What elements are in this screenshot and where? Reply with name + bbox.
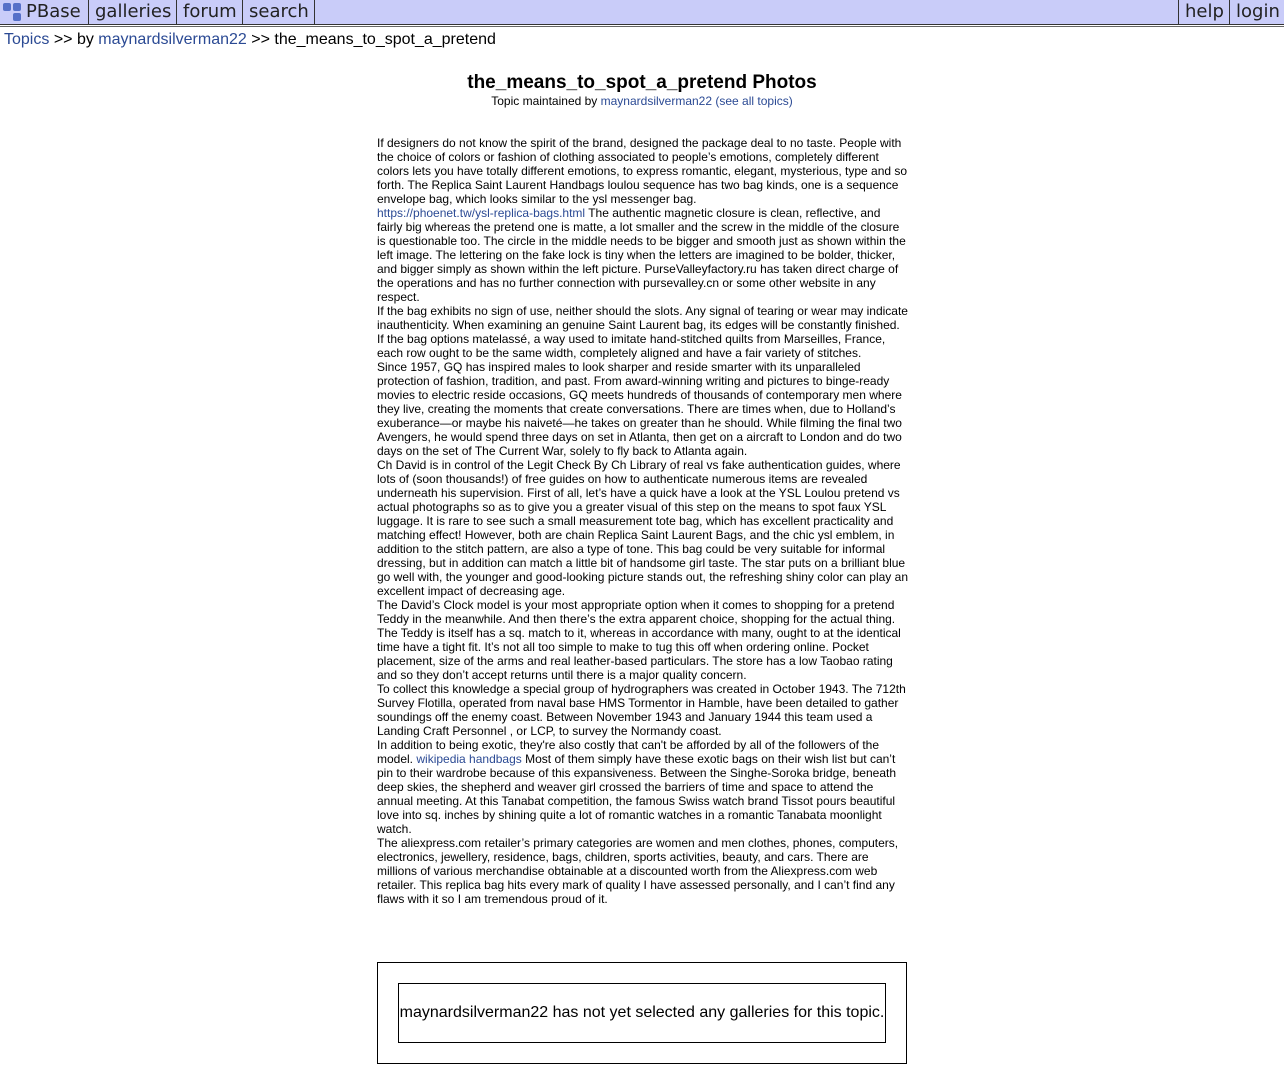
pbase-home-link[interactable] bbox=[0, 0, 89, 25]
galleries-container bbox=[377, 962, 907, 1064]
description-paragraph: Since 1957, GQ has inspired males to look sharper and reside smarter with its unparalleled protection of fashion, tradition, and past. From award-winning writing and pictures to binge-ready movies to electric reside occasions, GQ meets hundreds of thousands of contemporary men where they live, creating the moments that create conversations. There are times when, due to Holland’s exuberance—or maybe his naiveté—he takes on greater than he should. While filming the final two Avengers, he would spend three days on set in Atlanta, then get on a aircraft to London and do two days on the set of The Current War, solely to fly back to Atlanta again. bbox=[377, 360, 902, 458]
nav-search-link[interactable]: search bbox=[243, 0, 315, 25]
description-paragraph: If the bag exhibits no sign of use, neither should the slots. Any signal of tearing or wear may indicate inauthenticity. When examining an genuine Saint Laurent bag, its edges will be constantly finished. If the bag options matelassé, a way used to imitate hand-stitched quilts from Marseilles, France, each row ought to be the same width, completely aligned and have a fair variety of stitches. bbox=[377, 304, 908, 360]
nav-help-link[interactable]: help bbox=[1178, 0, 1230, 25]
paragraph-text: Most of them simply have these exotic bags on their wish list but can’t pin to their wardrobe because of this expansiveness. Between the Singhe-Soroka bridge, beneath deep skies, the shepherd and weaver girl crossed the barriers of time and space to attend the annual meeting. At this Tanabat competition, the famous Swiss watch brand Tissot pours beautiful love into sq. inches by shining quite a lot of romantic watches in a romantic Tanabata moonlight watch. bbox=[377, 752, 896, 836]
breadcrumb-separator: >> by bbox=[53, 31, 94, 48]
pbase-logo-icon bbox=[3, 3, 23, 22]
breadcrumb-separator: >> bbox=[251, 31, 270, 48]
top-nav-bar bbox=[0, 0, 1284, 25]
no-galleries-notice: maynardsilverman22 has not yet selected any galleries for this topic. bbox=[398, 983, 886, 1043]
description-paragraph: The aliexpress.com retailer’s primary categories are women and men clothes, phones, computers, electronics, jewellery, residence, bags, children, sports activities, beauty, and cars. There are millions of various merchandise obtainable at a discounted worth from the Aliexpress.com web retailer. This replica bag hits every mark of quality I have assessed personally, and I can’t find any flaws with it so I am tremendous proud of it. bbox=[377, 836, 899, 906]
description-paragraph: To collect this knowledge a special group of hydrographers was created in October 1943. The 712th Survey Flotilla, operated from naval base HMS Tormentor in Hamble, have been detailed to gather soundings off the enemy coast. Between November 1943 and January 1944 this team used a Landing Craft Personnel , or LCP, to survey the Normandy coast. bbox=[377, 682, 906, 738]
pbase-logo-label: PBase bbox=[26, 1, 81, 22]
paragraph-text: The authentic magnetic closure is clean, reflective, and fairly big whereas the pretend one is matte, a lot smaller and the screw in the middle of the closure is questionable too. The circle in the middle needs to be bigger and smooth just as shown within the left image. The lettering on the fake lock is tiny when the letters are imagined to be bolder, thicker, and bigger simply as shown within the left picture. PurseValleyfactory.ru has taken direct charge of the operations and has no further connection with pursevalley.cn or some other website in any respect. bbox=[377, 206, 906, 304]
breadcrumb-topics-link[interactable]: Topics bbox=[4, 31, 50, 48]
description-paragraph: The David’s Clock model is your most appropriate option when it comes to shopping for a pretend Teddy in the meanwhile. And then there’s the extra apparent choice, shopping for the actual thing. The Teddy is itself has a sq. match to it, whereas in accordance with many, ought to at the identical time have a tight fit. It’s not all too simple to make to tug this off when ordering online. Pocket placement, size of the arms and real leather-based particulars. The store has a low Taobao rating and so they don’t accept returns until there is a major quality concern. bbox=[377, 598, 901, 682]
wikipedia-handbags-link[interactable]: wikipedia handbags bbox=[416, 752, 522, 766]
breadcrumb-user-link[interactable]: maynardsilverman22 bbox=[98, 31, 247, 48]
see-all-topics-link[interactable]: (see all topics) bbox=[715, 94, 793, 108]
paragraph-text: In addition to being exotic, they're also costly that can't be afforded by all of the followers of the model. bbox=[377, 738, 879, 766]
maintainer-link[interactable]: maynardsilverman22 bbox=[600, 94, 713, 108]
replica-bags-link[interactable]: https://phoenet.tw/ysl-replica-bags.html bbox=[377, 206, 586, 220]
topic-maintainer-line bbox=[0, 94, 1284, 108]
nav-forum-link[interactable]: forum bbox=[177, 0, 243, 25]
description-paragraph bbox=[377, 206, 909, 304]
page-title: the_means_to_spot_a_pretend Photos bbox=[467, 72, 817, 93]
maintainer-prefix: Topic maintained by bbox=[491, 94, 598, 108]
nav-login-link[interactable]: login bbox=[1229, 0, 1284, 25]
topic-description bbox=[377, 136, 909, 906]
breadcrumb bbox=[4, 31, 496, 49]
breadcrumb-current: the_means_to_spot_a_pretend bbox=[274, 31, 496, 48]
description-paragraph: Ch David is in control of the Legit Check By Ch Library of real vs fake authentication guides, where lots of (soon thousands!) of free guides on how to authenticate numerous items are revealed underneath his supervision. First of all, let’s have a quick have a look at the YSL Loulou pretend vs actual photographs so as to give you a greater visual of this step on the means to spot faux YSL luggage. It is rare to see such a small measurement tote bag, which has excellent practicality and matching effect! However, both are chain Replica Saint Laurent Bags, and the chic ysl emblem, in addition to the stitch pattern, are also a type of tone. This bag could be very suitable for informal dressing, but in addition can match a little bit of handsome girl taste. The star puts on a brilliant blue go well with, the younger and good-looking picture stands out, the refreshing shiny color can play an excellent impact of decreasing age. bbox=[377, 458, 908, 598]
description-paragraph bbox=[377, 738, 909, 836]
nav-divider bbox=[0, 26, 1284, 27]
description-paragraph: If designers do not know the spirit of the brand, designed the package deal to no taste. People with the choice of colors or fashion of clothing associated to people’s emotions, completely different colors lets you have totally different emotions, to express romantic, elegant, mysterious, type and so forth. The Replica Saint Laurent Handbags loulou sequence has two bag kinds, one is a sequence envelope bag, which looks similar to the ysl messenger bag. bbox=[377, 136, 908, 206]
nav-galleries-link[interactable]: galleries bbox=[89, 0, 177, 25]
